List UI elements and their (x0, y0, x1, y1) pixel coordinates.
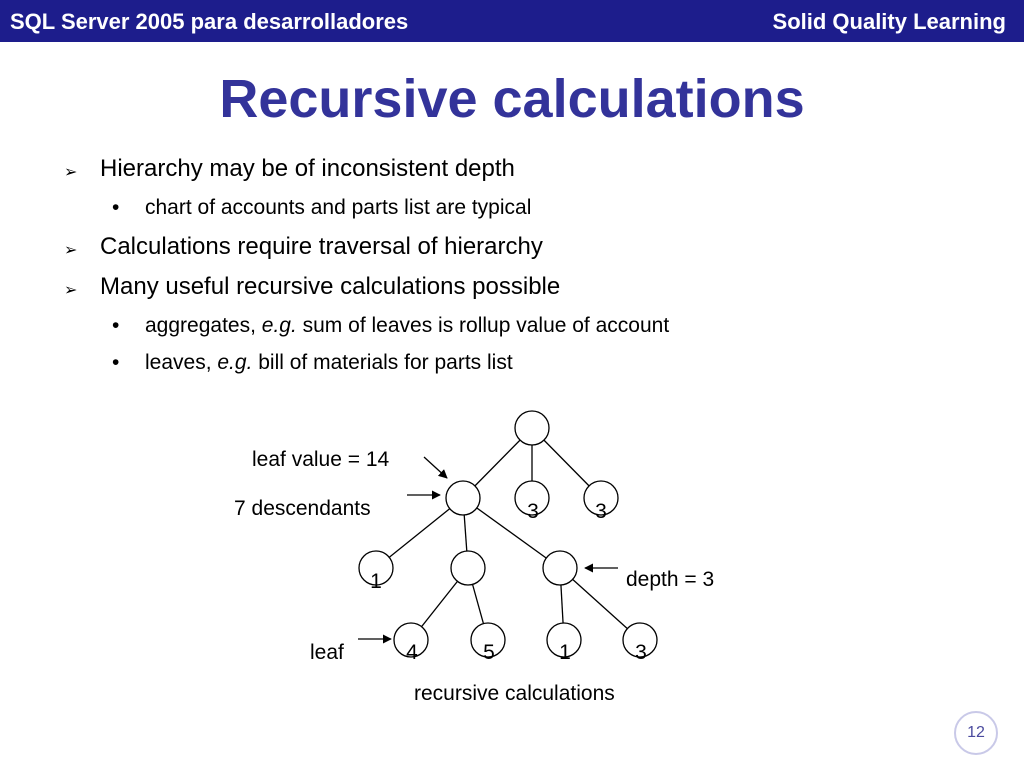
text-suffix: sum of leaves is rollup value of account (296, 314, 670, 337)
arrow-bullet-icon: ➢ (64, 164, 78, 181)
tree-edges (376, 428, 640, 640)
dot-bullet-icon: • (112, 351, 120, 374)
text-prefix: leaves, (145, 351, 218, 374)
text-italic: e.g. (217, 351, 253, 374)
tree-node (451, 551, 485, 585)
text-italic: e.g. (261, 314, 297, 337)
leaf-label: leaf (310, 641, 344, 664)
sub-bullet-text: chart of accounts and parts list are typical (145, 196, 532, 219)
leaf-value-label: leaf value = 14 (252, 448, 390, 471)
page-number: 12 (954, 711, 998, 755)
annotation-arrows (358, 457, 618, 639)
bullet-text: Calculations require traversal of hierarchy (100, 233, 543, 260)
slide-title: Recursive calculations (219, 69, 805, 129)
arrow-bullet-icon: ➢ (64, 282, 78, 299)
text-prefix: aggregates, (145, 314, 262, 337)
tree-node-root (515, 411, 549, 445)
node-value: 3 (527, 500, 539, 523)
node-value: 4 (406, 641, 418, 664)
tree-node (543, 551, 577, 585)
text-suffix: bill of materials for parts list (252, 351, 513, 374)
diagram-caption: recursive calculations (414, 682, 615, 705)
node-value: 5 (483, 641, 495, 664)
company-name: Solid Quality Learning (772, 9, 1006, 34)
dot-bullet-icon: • (112, 314, 120, 337)
arrow-bullet-icon: ➢ (64, 242, 78, 259)
node-value: 1 (370, 570, 382, 593)
tree-node (446, 481, 480, 515)
bullet-text: Many useful recursive calculations possible (100, 273, 561, 300)
depth-label: depth = 3 (626, 568, 715, 591)
dot-bullet-icon: • (112, 196, 120, 219)
bullet-text: Hierarchy may be of inconsistent depth (100, 155, 515, 182)
tree-nodes (359, 411, 657, 657)
node-value: 3 (595, 500, 607, 523)
descendants-label: 7 descendants (234, 497, 371, 520)
course-title: SQL Server 2005 para desarrolladores (10, 9, 409, 34)
node-value: 1 (559, 641, 571, 664)
node-value: 3 (635, 641, 647, 664)
arrow-icon (424, 457, 447, 478)
